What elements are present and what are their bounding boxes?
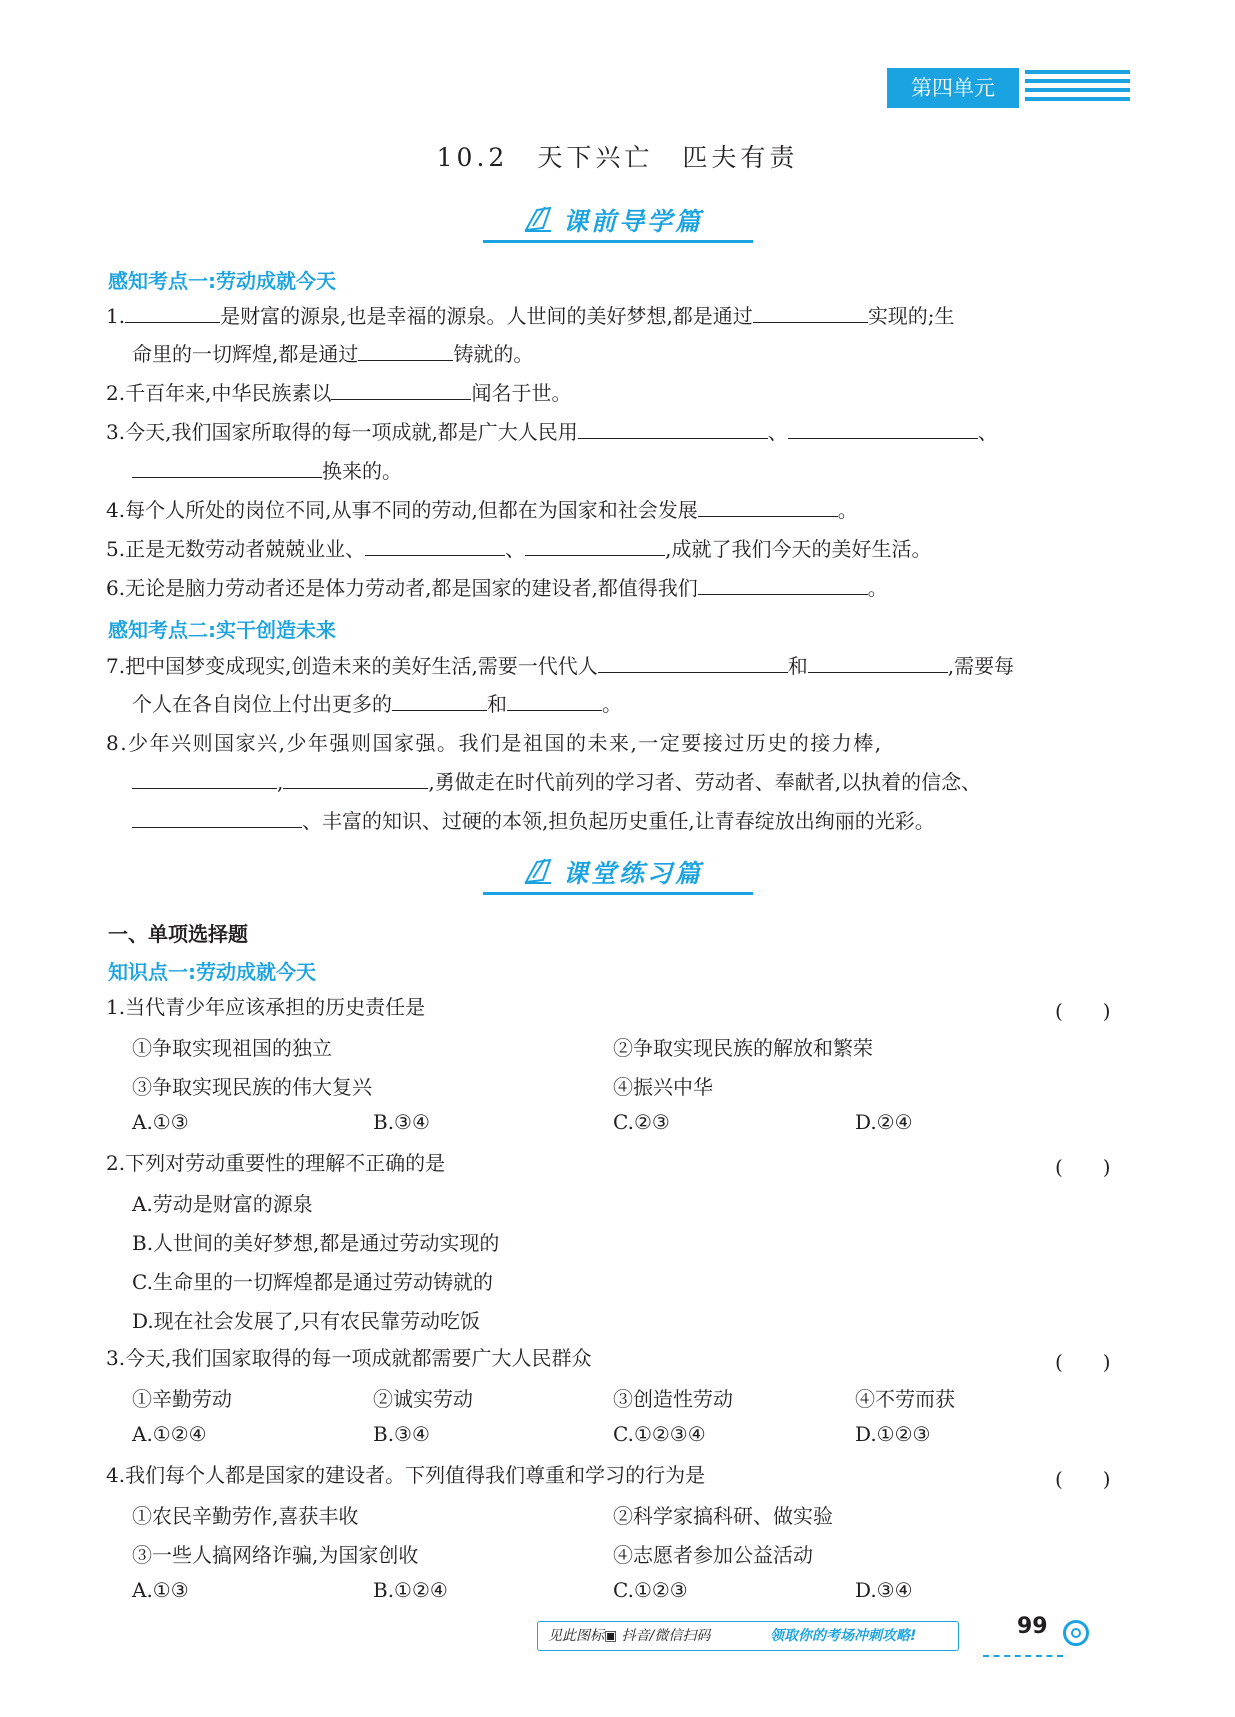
answer-paren[interactable]: ( ) <box>1055 1350 1111 1374</box>
question-1-line-2: 命里的一切辉煌,都是通过 铸就的。 <box>132 342 534 366</box>
page-circle-icon <box>1063 1620 1089 1646</box>
choice-d[interactable]: D.②④ <box>855 1110 913 1134</box>
mc-question-3: 3.今天,我们国家取得的每一项成就都需要广大人民群众 <box>106 1346 592 1370</box>
question-4: 4.每个人所处的岗位不同,从事不同的劳动,但都在为国家和社会发展 。 <box>106 498 858 522</box>
statement-option: ④志愿者参加公益活动 <box>613 1543 813 1567</box>
page-divider <box>983 1655 1063 1657</box>
answer-blank[interactable] <box>507 690 602 711</box>
mc-question-1: 1.当代青少年应该承担的历史责任是 <box>106 995 426 1019</box>
choice-a[interactable]: A.劳动是财富的源泉 <box>132 1192 313 1216</box>
choice-a[interactable]: A.①②④ <box>132 1422 207 1446</box>
choice-c[interactable]: C.①②③ <box>613 1578 688 1602</box>
question-3-line-2: 换来的。 <box>132 457 402 485</box>
choice-b[interactable]: B.①②④ <box>373 1578 448 1602</box>
choice-b[interactable]: B.人世间的美好梦想,都是通过劳动实现的 <box>132 1231 500 1255</box>
pencil-book-icon <box>523 856 553 886</box>
section-banner-practice <box>483 852 753 895</box>
answer-blank[interactable] <box>125 302 220 323</box>
answer-blank[interactable] <box>132 807 302 828</box>
choice-c[interactable]: C.生命里的一切辉煌都是通过劳动铸就的 <box>132 1270 493 1294</box>
answer-blank[interactable] <box>331 379 471 400</box>
answer-blank[interactable] <box>578 418 768 439</box>
statement-option: ④不劳而获 <box>855 1387 955 1411</box>
answer-blank[interactable] <box>392 690 487 711</box>
mc-question-2: 2.下列对劳动重要性的理解不正确的是 <box>106 1151 446 1175</box>
answer-blank[interactable] <box>132 457 322 478</box>
mc-question-4: 4.我们每个人都是国家的建设者。下列值得我们尊重和学习的行为是 <box>106 1463 706 1487</box>
statement-option: ④振兴中华 <box>613 1075 713 1099</box>
section-label: 课前导学篇 <box>563 207 704 236</box>
knowledge-point-heading: 感知考点一:劳动成就今天 <box>108 269 336 293</box>
question-type-heading: 一、单项选择题 <box>108 922 248 946</box>
statement-option: ①农民辛勤劳作,喜获丰收 <box>132 1504 359 1528</box>
unit-label: 第四单元 <box>887 68 1019 108</box>
answer-blank[interactable] <box>698 496 838 517</box>
question-8-line-1: 8.少年兴则国家兴,少年强则国家强。我们是祖国的未来,一定要接过历史的接力棒, <box>106 731 883 755</box>
statement-option: ③争取实现民族的伟大复兴 <box>132 1075 372 1099</box>
question-5: 5.正是无数劳动者兢兢业业、 、 ,成就了我们今天的美好生活。 <box>106 537 932 561</box>
answer-blank[interactable] <box>358 340 453 361</box>
answer-paren[interactable]: ( ) <box>1055 999 1111 1023</box>
question-7-line-1: 7.把中国梦变成现实,创造未来的美好生活,需要一代代人 和 ,需要每 <box>106 654 1015 678</box>
answer-blank[interactable] <box>525 535 665 556</box>
answer-blank[interactable] <box>132 768 277 789</box>
choice-c[interactable]: C.②③ <box>613 1110 670 1134</box>
promo-text: 领取你的考场冲刺攻略! <box>770 1628 917 1644</box>
choice-d[interactable]: D.③④ <box>855 1578 913 1602</box>
knowledge-point-heading: 感知考点二:实干创造未来 <box>108 618 336 642</box>
choice-a[interactable]: A.①③ <box>132 1578 189 1602</box>
answer-blank[interactable] <box>283 768 428 789</box>
answer-paren[interactable]: ( ) <box>1055 1467 1111 1491</box>
answer-blank[interactable] <box>365 535 505 556</box>
section-label: 课堂练习篇 <box>563 859 704 888</box>
page-number: 99 <box>1017 1614 1048 1639</box>
question-8-line-2: , ,勇做走在时代前列的学习者、劳动者、奉献者,以执着的信念、 <box>132 768 981 796</box>
pencil-book-icon <box>523 204 553 234</box>
lesson-title: 10.2 天下兴亡 匹夫有责 <box>436 143 799 172</box>
choice-b[interactable]: B.③④ <box>373 1422 430 1446</box>
answer-blank[interactable] <box>808 652 948 673</box>
question-8-line-3: 、丰富的知识、过硬的本领,担负起历史重任,让青春绽放出绚丽的光彩。 <box>132 807 935 835</box>
statement-option: ③一些人搞网络诈骗,为国家创收 <box>132 1543 419 1567</box>
scan-instruction: 见此图标▣ 抖音/微信扫码 <box>548 1628 711 1644</box>
unit-tab <box>887 68 1130 108</box>
choice-d[interactable]: D.①②③ <box>855 1422 931 1446</box>
question-1-line-1: 1. 是财富的源泉,也是幸福的源泉。人世间的美好梦想,都是通过 实现的;生 <box>106 304 955 328</box>
choice-b[interactable]: B.③④ <box>373 1110 430 1134</box>
statement-option: ②诚实劳动 <box>373 1387 473 1411</box>
answer-paren[interactable]: ( ) <box>1055 1155 1111 1179</box>
statement-option: ②争取实现民族的解放和繁荣 <box>613 1036 873 1060</box>
choice-a[interactable]: A.①③ <box>132 1110 189 1134</box>
answer-blank[interactable] <box>788 418 978 439</box>
section-banner-preview <box>483 200 753 243</box>
unit-stripes <box>1025 70 1130 106</box>
question-2: 2.千百年来,中华民族素以 闻名于世。 <box>106 381 572 405</box>
statement-option: ①辛勤劳动 <box>132 1387 232 1411</box>
answer-blank[interactable] <box>598 652 788 673</box>
scan-promo-banner[interactable] <box>537 1621 959 1651</box>
choice-d[interactable]: D.现在社会发展了,只有农民靠劳动吃饭 <box>132 1309 481 1333</box>
answer-blank[interactable] <box>698 574 868 595</box>
choice-c[interactable]: C.①②③④ <box>613 1422 706 1446</box>
statement-option: ①争取实现祖国的独立 <box>132 1036 332 1060</box>
question-3-line-1: 3.今天,我们国家所取得的每一项成就,都是广大人民用 、 、 <box>106 420 998 444</box>
question-6: 6.无论是脑力劳动者还是体力劳动者,都是国家的建设者,都值得我们 。 <box>106 576 888 600</box>
statement-option: ②科学家搞科研、做实验 <box>613 1504 833 1528</box>
knowledge-point-heading: 知识点一:劳动成就今天 <box>108 960 316 984</box>
question-7-line-2: 个人在各自岗位上付出更多的 和 。 <box>132 692 622 716</box>
answer-blank[interactable] <box>753 302 868 323</box>
statement-option: ③创造性劳动 <box>613 1387 733 1411</box>
